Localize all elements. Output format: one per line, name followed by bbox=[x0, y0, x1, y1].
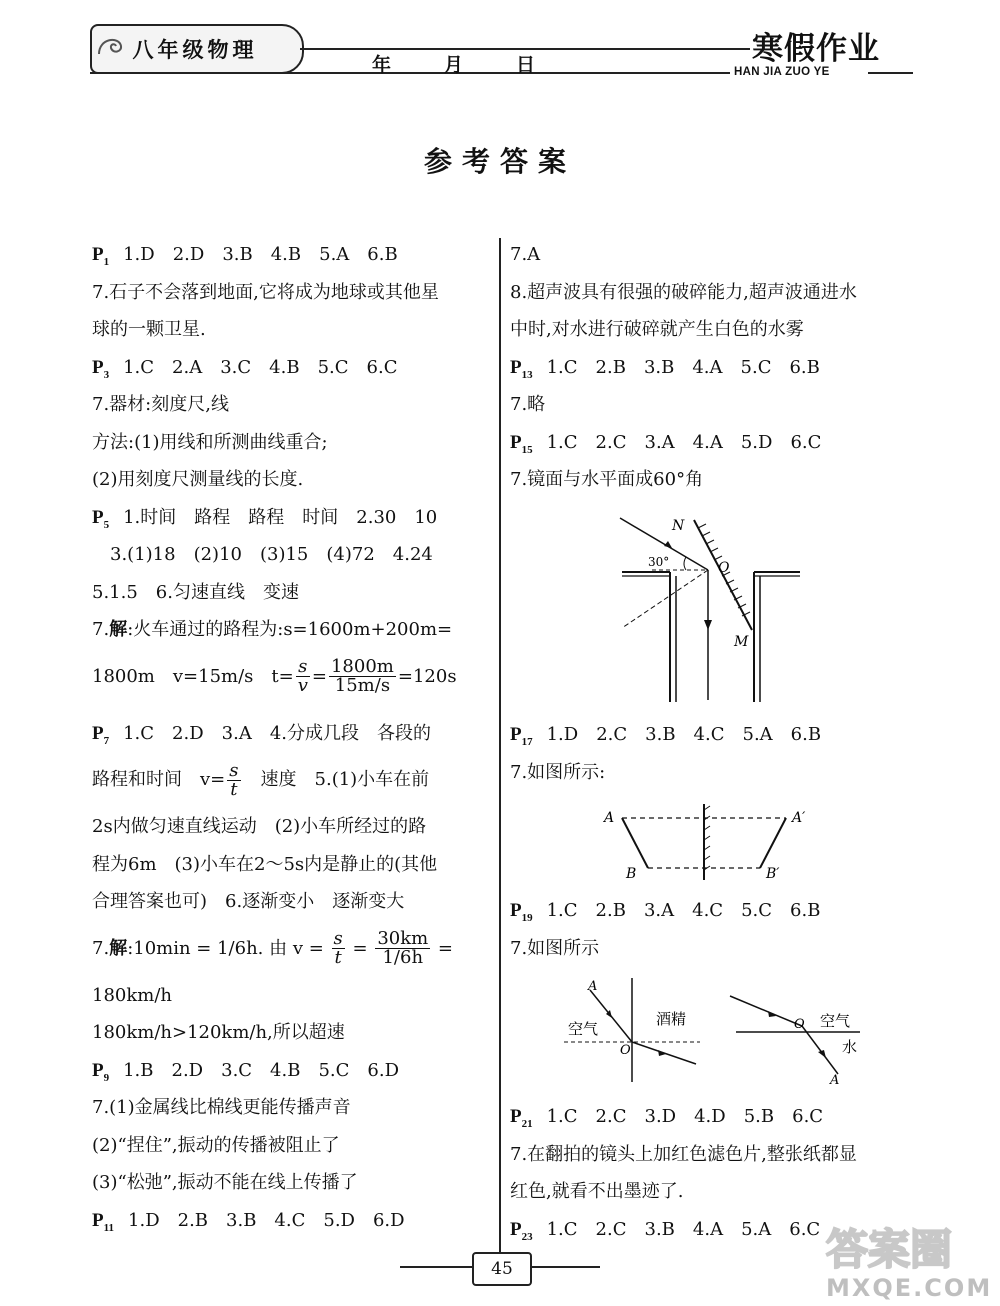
answer-line bbox=[92, 349, 492, 387]
incident-ray-2 bbox=[730, 996, 802, 1026]
fraction: $\frac{1800m}{15m/s}$ bbox=[330, 656, 394, 696]
answer-line-formula: 7.解:10min = 1/6h. 由 v = $\frac{s}{t}$ = $\frac{30km}{1/6h}$ = bbox=[92, 928, 454, 968]
label-b-prime: B′ bbox=[766, 866, 780, 882]
plane-mirror-image-figure bbox=[600, 802, 810, 882]
answer-line: 7.如图所示 bbox=[510, 937, 600, 959]
page-ref-p11: $P_{11}$ bbox=[92, 1209, 115, 1234]
label-o-2: O bbox=[794, 1017, 805, 1032]
right-column-continued-2 bbox=[510, 892, 910, 967]
extension-dashed bbox=[622, 570, 708, 628]
answer-line: (3)“松弛”,振动不能在线上传播了 bbox=[92, 1172, 358, 1193]
answer-line: 7.石子不会落到地面,它将成为地球或其他星 bbox=[92, 281, 439, 303]
watermark-logo-text: 答案圈 bbox=[826, 1225, 953, 1274]
watermark-text: MXQE.COM bbox=[826, 1274, 993, 1302]
fraction: $\frac{30km}{1/6h}$ bbox=[377, 928, 429, 968]
refraction-figure bbox=[560, 976, 880, 1088]
answer-line: 方法:(1)用线和所测曲线重合; bbox=[92, 431, 328, 453]
page-ref-p15: $P_{15}$ bbox=[510, 431, 533, 456]
left-column bbox=[92, 236, 492, 1239]
answer-line-formula: 路程和时间 v= $\frac{s}{t}$ 速度 5.(1)小车在前 bbox=[92, 759, 430, 800]
page-ref-p17: $P_{17}$ bbox=[510, 724, 533, 748]
page-number: 45 bbox=[472, 1252, 532, 1286]
answer-line: 180km/h bbox=[92, 984, 172, 1006]
answer-line: 7.如图所示: bbox=[510, 761, 606, 783]
label-water: 水 bbox=[842, 1038, 858, 1056]
answer-line: $P_{17}$ 1.D 2.C 3.B 4.C 5.A 6.B bbox=[510, 724, 822, 748]
answer-line: $P_{15}$ 1.C 2.C 3.A 4.A 5.D 6.C bbox=[510, 431, 822, 456]
label-a: A bbox=[588, 979, 598, 994]
page-ref-p19: $P_{19}$ bbox=[510, 900, 533, 924]
page-ref-p1: $P_1$ bbox=[92, 244, 110, 268]
header-rule-right bbox=[868, 72, 913, 74]
page-ref-p13: $P_{13}$ bbox=[510, 356, 533, 381]
label-a-2: A bbox=[830, 1073, 840, 1088]
answer-line: (2)“捏住”,振动的传播被阻止了 bbox=[92, 1134, 340, 1156]
answer-line: 7.器材:刻度尺,线 bbox=[92, 394, 229, 415]
page-ref-p9: $P_9$ bbox=[92, 1059, 110, 1084]
answer-line bbox=[92, 236, 492, 274]
answer-line: $P_9$ 1.B 2.D 3.C 4.B 5.C 6.D bbox=[92, 1059, 400, 1084]
answer-line: 红色,就看不出墨迹了. bbox=[510, 1181, 684, 1202]
answer-line: 球的一颗卫星. bbox=[92, 319, 206, 340]
answer-line: $P_{21}$ 1.C 2.C 3.D 4.D 5.B 6.C bbox=[510, 1106, 824, 1130]
answer-line: 7.略 bbox=[510, 394, 546, 415]
date-day: 日 bbox=[516, 54, 536, 76]
answer-line: 7.镜面与水平面成60°角 bbox=[510, 469, 704, 490]
label-b: B bbox=[626, 866, 637, 882]
mirror-reflection-figure bbox=[612, 510, 812, 710]
right-column bbox=[510, 236, 910, 499]
answer-line: 3.(1)18 (2)10 (3)15 (4)72 4.24 bbox=[110, 544, 433, 565]
answer-line: 8.超声波具有很强的破碎能力,超声波通进水 bbox=[510, 281, 857, 303]
incident-arrow-icon bbox=[664, 541, 672, 548]
image-ab bbox=[760, 818, 786, 868]
column-divider bbox=[499, 238, 501, 1260]
choice-answers: 1.D 2.D 3.B 4.B 5.A 6.B bbox=[123, 244, 398, 265]
refracted-arrow-2-icon bbox=[818, 1050, 826, 1058]
date-year: 年 bbox=[372, 54, 392, 76]
answer-line: $P_{19}$ 1.C 2.B 3.A 4.C 5.C 6.B bbox=[510, 900, 821, 924]
angle-arc bbox=[684, 557, 686, 570]
label-alcohol: 酒精 bbox=[656, 1010, 687, 1028]
reflected-arrow-icon bbox=[704, 620, 712, 630]
answer-line: 程为6m (3)小车在2～5s内是静止的(其他 bbox=[92, 853, 438, 875]
answer-line: $P_{11}$ 1.D 2.B 3.B 4.C 5.D 6.D bbox=[92, 1209, 405, 1234]
answer-line: $P_5$ 1.时间 路程 路程 时间 2.30 10 bbox=[92, 506, 438, 531]
page-ref-p7: $P_7$ bbox=[92, 722, 110, 747]
brand-pinyin: HAN JIA ZUO YE bbox=[734, 66, 830, 78]
answer-line: $P_7$ 1.C 2.D 3.A 4.分成几段 各段的 bbox=[92, 722, 432, 747]
answer-line: 180km/h>120km/h,所以超速 bbox=[92, 1022, 345, 1043]
answer-line: 7.在翻拍的镜头上加红色滤色片,整张纸都显 bbox=[510, 1143, 857, 1165]
choice-answers: 1.C 2.A 3.C 4.B 5.C 6.C bbox=[123, 356, 398, 378]
page-title: 参考答案 bbox=[423, 145, 576, 178]
label-a-prime: A′ bbox=[792, 810, 806, 826]
fraction: $\frac{s}{v}$ bbox=[297, 656, 308, 696]
date-fields bbox=[372, 50, 535, 77]
label-o: O bbox=[620, 1043, 631, 1058]
page-ref-p23: $P_{23}$ bbox=[510, 1218, 533, 1243]
label-air-2: 空气 bbox=[820, 1012, 851, 1030]
answer-line: 合理答案也可) 6.逐渐变小 逐渐变大 bbox=[92, 891, 405, 912]
answer-line: 7.解:火车通过的路程为:s=1600m+200m= bbox=[92, 619, 453, 640]
answer-line: $P_{23}$ 1.C 2.C 3.B 4.A 5.A 6.C bbox=[510, 1218, 821, 1243]
answer-line-formula: 1800m v=15m/s t= $\frac{s}{v}$ = $\frac{1800m}{15m/s}$ =120s bbox=[92, 656, 457, 696]
answer-line: 中时,对水进行破碎就产生白色的水雾 bbox=[510, 319, 804, 340]
fraction: $\frac{s}{t}$ bbox=[229, 759, 239, 800]
label-air: 空气 bbox=[568, 1020, 599, 1038]
label-o: O bbox=[718, 560, 730, 576]
answer-line: 5.1.5 6.匀速直线 变速 bbox=[92, 581, 299, 603]
label-a: A bbox=[604, 810, 615, 826]
right-column-continued bbox=[510, 716, 910, 791]
label-n: N bbox=[672, 518, 685, 534]
answer-line: 2s内做匀速直线运动 (2)小车所经过的路 bbox=[92, 816, 427, 837]
fraction: $\frac{s}{t}$ bbox=[333, 928, 343, 968]
answer-line: (2)用刻度尺测量线的长度. bbox=[92, 469, 304, 490]
label-angle: 30° bbox=[648, 555, 670, 569]
date-month: 月 bbox=[444, 54, 464, 76]
object-ab bbox=[622, 818, 648, 868]
grade-subject-label: 八年级物理 bbox=[132, 38, 258, 62]
answer-line: $P_{13}$ 1.C 2.B 3.B 4.A 5.C 6.B bbox=[510, 356, 820, 381]
answer-line: 7.(1)金属线比棉线更能传播声音 bbox=[92, 1097, 351, 1118]
brand-title: 寒假作业 bbox=[752, 31, 880, 67]
page-ref-p3: $P_3$ bbox=[92, 356, 110, 381]
page-ref-p5: $P_5$ bbox=[92, 506, 110, 531]
refracted-ray-2 bbox=[802, 1026, 838, 1074]
answer-line: 7.A bbox=[510, 244, 541, 265]
page-ref-p21: $P_{21}$ bbox=[510, 1106, 533, 1130]
label-m: M bbox=[734, 634, 749, 650]
